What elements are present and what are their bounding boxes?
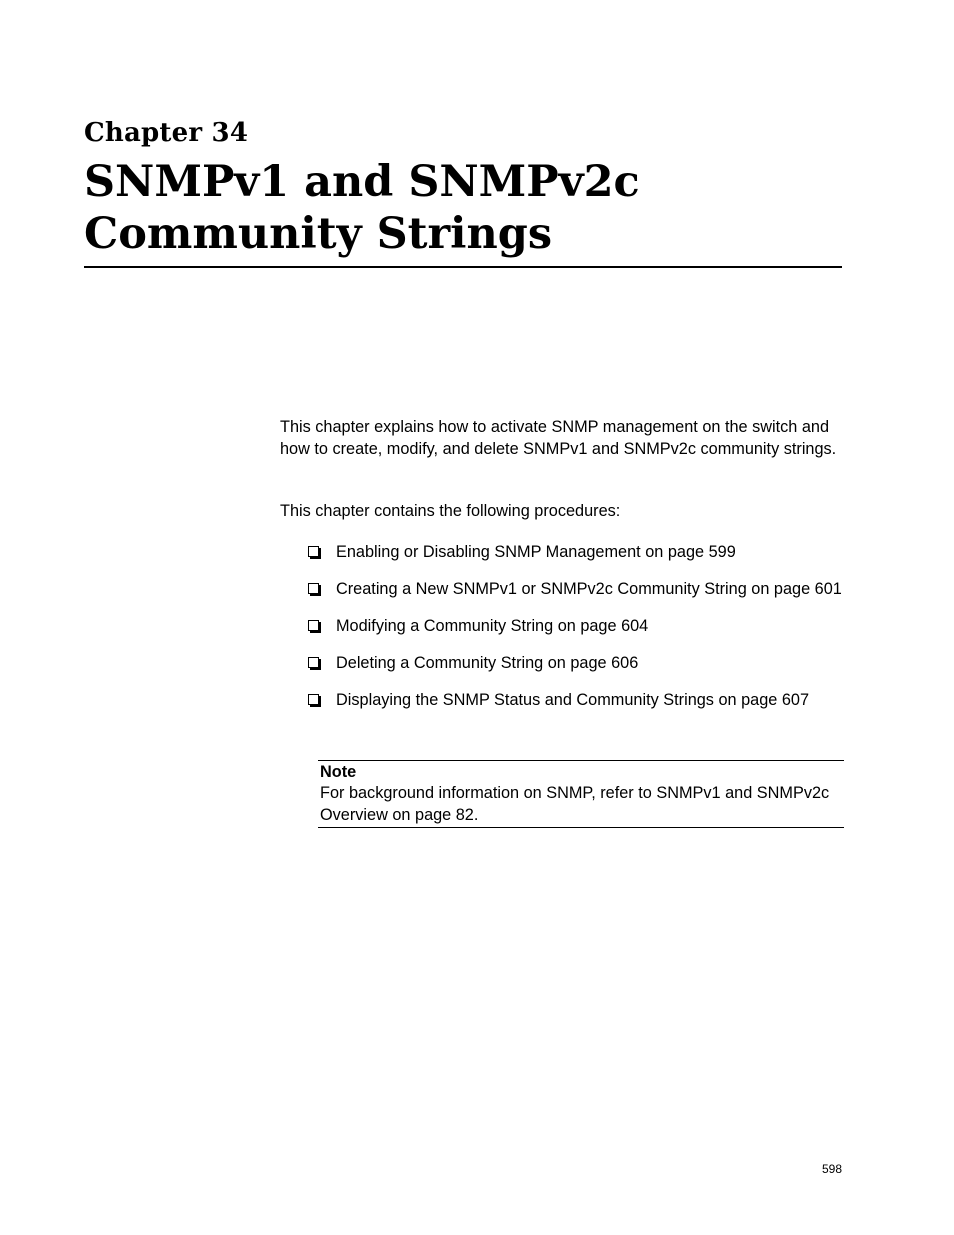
procedure-list <box>306 541 851 726</box>
procedure-link[interactable]: Displaying the SNMP Status and Community Strings on page 607 <box>336 691 810 709</box>
intro-paragraph: This chapter explains how to activate SNMP management on the switch and how to create, modify, and delete SNMPv1 and SNMPv2c community strings. <box>280 418 837 458</box>
title-rule <box>84 266 842 268</box>
note-text: For background information on SNMP, refer to SNMPv1 and SNMPv2c Overview on page 82. <box>320 784 830 824</box>
checkbox-bullet-icon <box>308 546 319 557</box>
procedures-intro: This chapter contains the following procedures: <box>280 502 621 520</box>
list-item[interactable] <box>306 541 851 563</box>
note-box <box>318 760 844 828</box>
list-item[interactable] <box>306 652 851 674</box>
list-item[interactable] <box>306 578 851 600</box>
checkbox-bullet-icon <box>308 583 319 594</box>
chapter-title-line-1: SNMPv1 and SNMPv2c <box>84 157 640 207</box>
chapter-title <box>84 156 842 260</box>
chapter-label: Chapter 34 <box>84 118 249 148</box>
list-item[interactable] <box>306 689 851 711</box>
procedure-link[interactable]: Creating a New SNMPv1 or SNMPv2c Community String on page 601 <box>336 580 842 598</box>
procedure-link[interactable]: Deleting a Community String on page 606 <box>336 654 639 672</box>
procedure-link[interactable]: Modifying a Community String on page 604 <box>336 617 649 635</box>
note-heading: Note <box>320 763 357 781</box>
checkbox-bullet-icon <box>308 694 319 705</box>
checkbox-bullet-icon <box>308 657 319 668</box>
list-item[interactable] <box>306 615 851 637</box>
chapter-title-line-2: Community Strings <box>84 209 553 259</box>
checkbox-bullet-icon <box>308 620 319 631</box>
procedure-link[interactable]: Enabling or Disabling SNMP Management on page 599 <box>336 543 736 561</box>
page-number: 598 <box>821 1162 842 1176</box>
